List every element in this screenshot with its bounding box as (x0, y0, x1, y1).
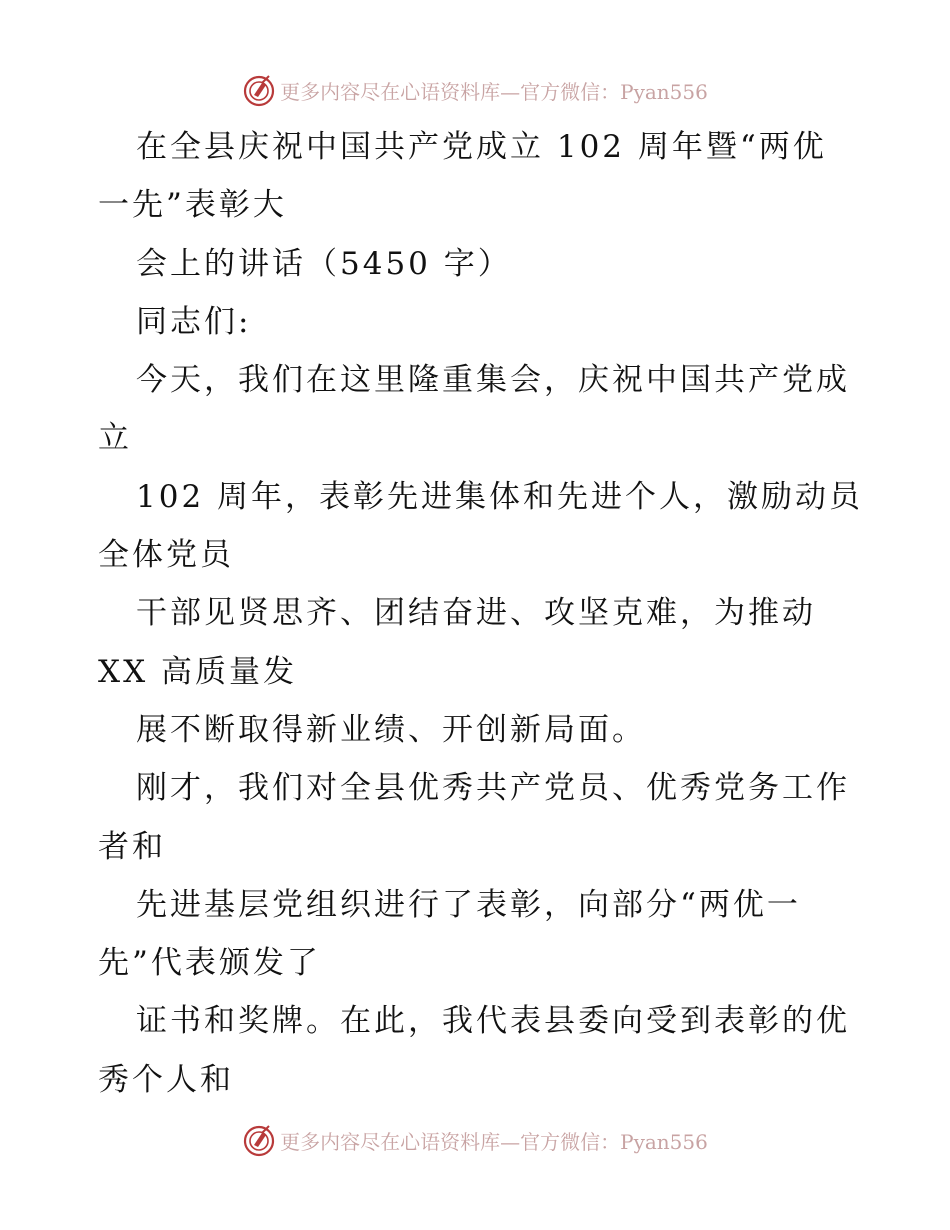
logo-icon (242, 1123, 276, 1157)
document-line: 会上的讲话（5450 字） (136, 245, 512, 282)
document-line: 先进基层党组织进行了表彰，向部分“两优一 (136, 886, 801, 923)
document-line: 102 周年，表彰先进集体和先进个人，激励动员 (136, 478, 864, 515)
document-line: 者和 (98, 828, 166, 865)
document-line: 全体党员 (98, 537, 234, 574)
document-line: XX 高质量发 (98, 653, 297, 690)
document-line: 刚才，我们对全县优秀共产党员、优秀党务工作 (136, 770, 850, 807)
document-line: 干部见贤思齐、团结奋进、攻坚克难，为推动 (136, 595, 816, 632)
logo-icon (242, 73, 276, 107)
document-line: 今天，我们在这里隆重集会，庆祝中国共产党成 (136, 362, 850, 399)
document-line: 立 (98, 420, 132, 457)
document-body (98, 118, 864, 1109)
footer-banner-text: 更多内容尽在心语资料库—官方微信：Pyan556 (280, 1129, 708, 1154)
document-line: 先”代表颁发了 (98, 945, 321, 982)
document-line: 证书和奖牌。在此，我代表县委向受到表彰的优 (136, 1003, 850, 1040)
document-line: 展不断取得新业绩、开创新局面。 (136, 711, 646, 748)
document-line: 在全县庆祝中国共产党成立 102 周年暨“两优 (136, 129, 827, 165)
footer-banner (0, 1120, 950, 1160)
document-line: 秀个人和 (98, 1061, 234, 1098)
header-banner (0, 70, 950, 110)
document-line: 一先”表彰大 (98, 187, 287, 224)
document-line: 同志们: (136, 303, 252, 340)
header-banner-text: 更多内容尽在心语资料库—官方微信：Pyan556 (280, 79, 708, 104)
